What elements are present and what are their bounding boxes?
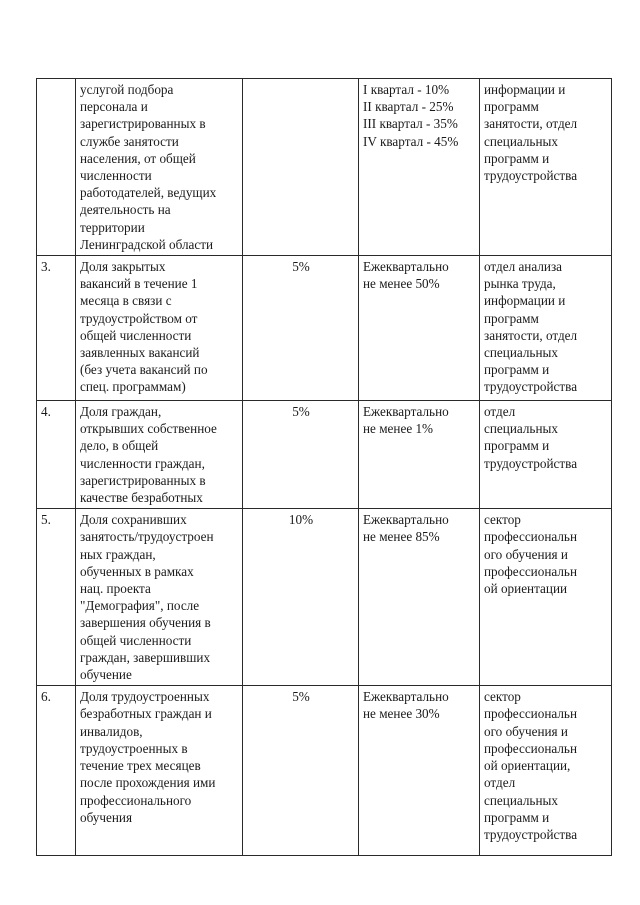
row-number: 5. [37,509,76,686]
row-number [37,79,76,256]
target-value-cell: I квартал - 10% II квартал - 25% III квартал - 35% IV квартал - 45% [359,79,480,256]
indicator-cell: Доля закрытых вакансий в течение 1 месяца в связи с трудоустройством от общей численности заявленных вакансий (без учета вакансий по спец. программам) [76,256,243,401]
weight-cell: 5% [243,401,359,509]
table-row [37,256,612,401]
responsible-cell: отдел анализа рынка труда, информации и программ занятости, отдел специальных программ и трудоустройства [480,256,612,401]
table-row [37,79,612,256]
target-value-cell: Ежеквартально не менее 85% [359,509,480,686]
table-row [37,401,612,509]
target-value-cell: Ежеквартально не менее 50% [359,256,480,401]
weight-cell: 10% [243,509,359,686]
table-row [37,509,612,686]
indicators-table [36,78,612,856]
row-number: 3. [37,256,76,401]
responsible-cell: сектор профессиональн ого обучения и профессиональн ой ориентации, отдел специальных программ и трудоустройства [480,686,612,856]
indicator-cell: услугой подбора персонала и зарегистрированных в службе занятости населения, от общей численности работодателей, ведущих деятельность на территории Ленинградской области [76,79,243,256]
indicator-cell: Доля граждан, открывших собственное дело, в общей численности граждан, зарегистрированных в качестве безработных [76,401,243,509]
target-value-cell: Ежеквартально не менее 30% [359,686,480,856]
weight-cell [243,79,359,256]
weight-cell: 5% [243,256,359,401]
responsible-cell: информации и программ занятости, отдел специальных программ и трудоустройства [480,79,612,256]
table-row [37,686,612,856]
responsible-cell: отдел специальных программ и трудоустройства [480,401,612,509]
target-value-cell: Ежеквартально не менее 1% [359,401,480,509]
row-number: 6. [37,686,76,856]
row-number: 4. [37,401,76,509]
responsible-cell: сектор профессиональн ого обучения и профессиональн ой ориентации [480,509,612,686]
weight-cell: 5% [243,686,359,856]
indicator-cell: Доля трудоустроенных безработных граждан и инвалидов, трудоустроенных в течение трех месяцев после прохождения ими профессионального обучения [76,686,243,856]
indicator-cell: Доля сохранивших занятость/трудоустроен ных граждан, обученных в рамках нац. проекта "Демография", после завершения обучения в общей численности граждан, завершивших обучение [76,509,243,686]
